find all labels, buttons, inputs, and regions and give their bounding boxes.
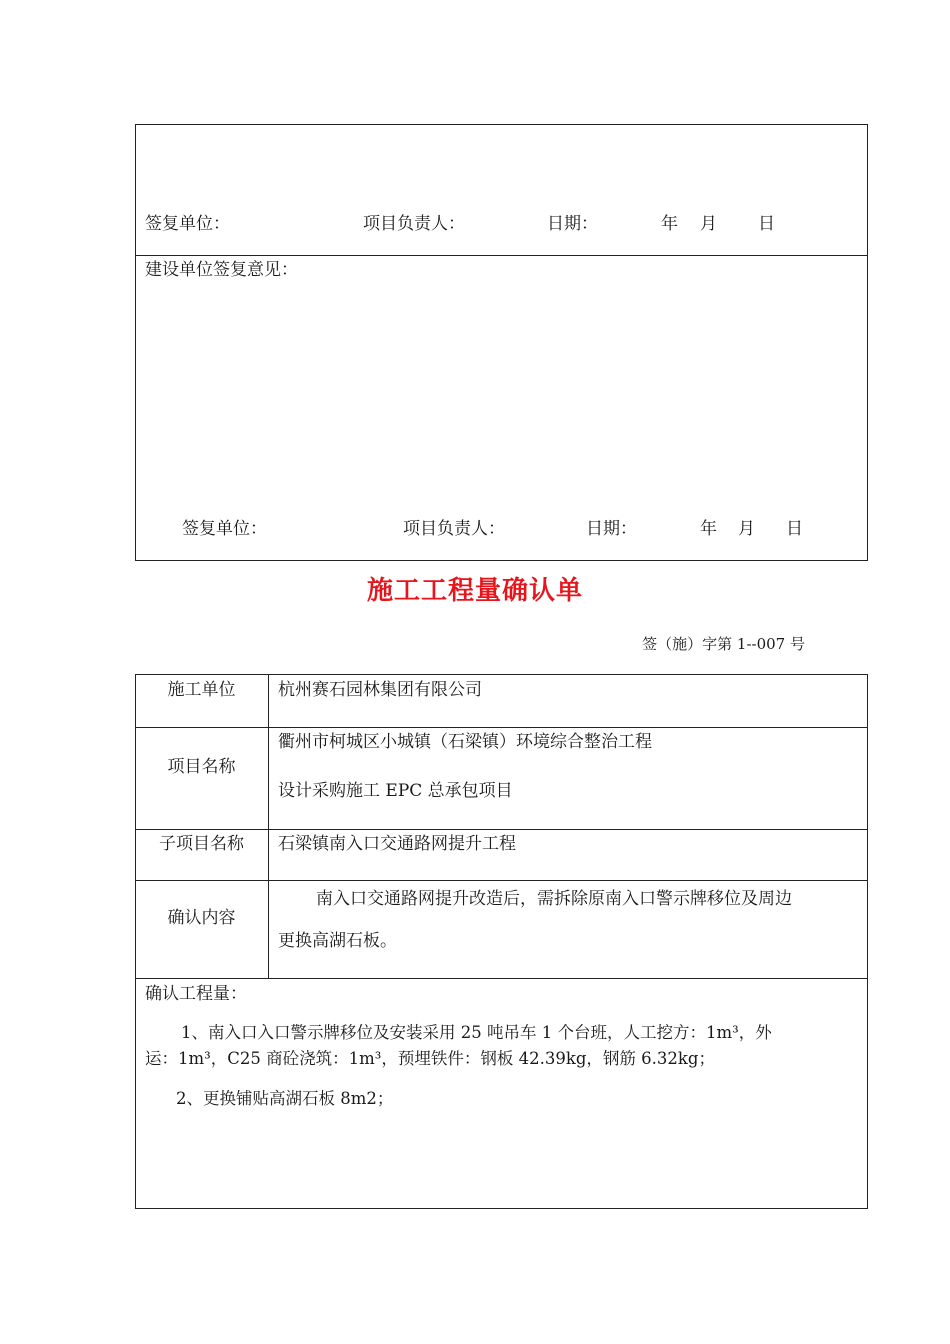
sign-year-label: 年 bbox=[661, 214, 678, 234]
project-name-label: 项目名称 bbox=[167, 757, 236, 777]
construction-unit-label: 施工单位 bbox=[167, 680, 236, 700]
document-title: 施工工程量确认单 bbox=[366, 576, 583, 606]
sign-month-label: 月 bbox=[700, 214, 717, 234]
quantity-item-2: 2、更换铺贴高湖石板 8m2； bbox=[176, 1089, 394, 1108]
quantity-item-1-line1: 1、南入口入口警示牌移位及安装采用 25 吨吊车 1 个台班，人工挖方：1m³，外 bbox=[181, 1023, 772, 1042]
table-row-divider bbox=[135, 880, 868, 881]
construction-unit-value: 杭州赛石园林集团有限公司 bbox=[278, 680, 482, 700]
confirmation-table bbox=[135, 674, 868, 1209]
table-row-divider bbox=[135, 727, 868, 728]
sign-manager-label: 项目负责人： bbox=[363, 214, 465, 234]
sign-year-label: 年 bbox=[700, 519, 717, 539]
opinion-form-box bbox=[135, 124, 868, 561]
table-row-divider bbox=[135, 829, 868, 830]
sign-unit-label: 签复单位： bbox=[145, 214, 230, 234]
project-name-line2: 设计采购施工 EPC 总承包项目 bbox=[278, 781, 513, 801]
sign-manager-label: 项目负责人： bbox=[403, 519, 505, 539]
opinion-form-divider bbox=[135, 255, 868, 256]
confirm-content-line2: 更换高湖石板。 bbox=[278, 931, 397, 951]
confirm-content-line1: 南入口交通路网提升改造后，需拆除原南入口警示牌移位及周边 bbox=[316, 889, 792, 909]
sub-project-value: 石梁镇南入口交通路网提升工程 bbox=[278, 834, 516, 854]
sign-date-label: 日期： bbox=[586, 519, 637, 539]
table-column-divider bbox=[268, 674, 269, 978]
sign-month-label: 月 bbox=[738, 519, 755, 539]
document-number: 签（施）字第 1--007 号 bbox=[642, 635, 805, 653]
sign-day-label: 日 bbox=[786, 519, 803, 539]
sign-day-label: 日 bbox=[758, 214, 775, 234]
confirm-content-label: 确认内容 bbox=[167, 908, 236, 928]
quantity-item-1-line2: 运：1m³，C25 商砼浇筑：1m³，预埋铁件：钢板 42.39kg，钢筋 6.32kg； bbox=[145, 1049, 715, 1068]
project-name-line1: 衢州市柯城区小城镇（石梁镇）环境综合整治工程 bbox=[278, 732, 652, 752]
sub-project-label: 子项目名称 bbox=[159, 834, 244, 854]
owner-opinion-label: 建设单位签复意见： bbox=[145, 260, 298, 280]
sign-unit-label: 签复单位： bbox=[182, 519, 267, 539]
quantities-label: 确认工程量： bbox=[145, 984, 247, 1004]
sign-date-label: 日期： bbox=[547, 214, 598, 234]
table-row-divider bbox=[135, 978, 868, 979]
